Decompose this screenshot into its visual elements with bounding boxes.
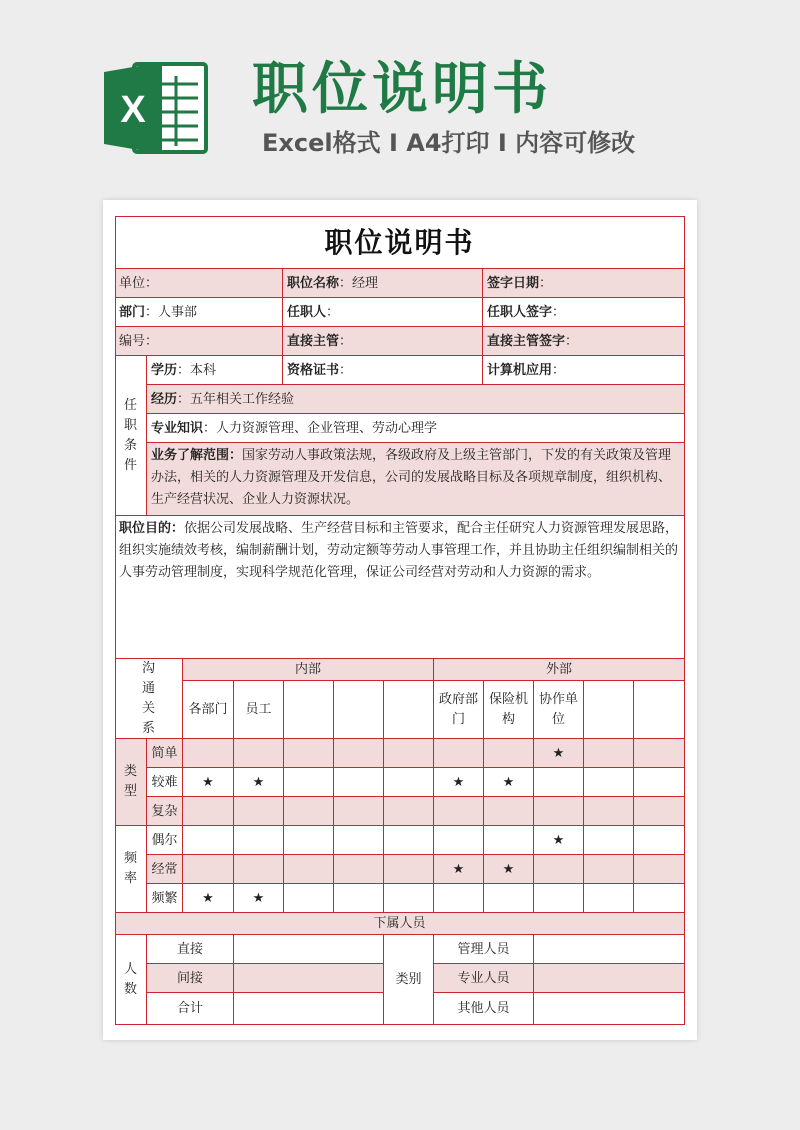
comm-grid-cell[interactable] [584, 855, 634, 884]
comm-grid-cell[interactable] [534, 855, 584, 884]
sheet-left-border [115, 216, 116, 1025]
computer-skill-cell[interactable]: 计算机应用 ： [483, 356, 685, 385]
category-label: 类别 [384, 935, 434, 1025]
staff-category-count-cell[interactable] [534, 993, 685, 1025]
star-mark-icon: ★ [502, 774, 515, 790]
comm-grid-cell[interactable] [284, 768, 334, 797]
internal-header: 内部 [183, 659, 434, 681]
comm-grid-cell[interactable] [234, 884, 284, 913]
headcount-section-label: 人 数 [115, 935, 147, 1025]
comm-grid-cell[interactable] [634, 826, 685, 855]
comm-grid-cell[interactable] [484, 739, 534, 768]
star-mark-icon: ★ [202, 774, 214, 790]
comm-column-header[interactable]: 协作单位 [534, 681, 584, 739]
staff-row-label: 直接 [147, 935, 234, 964]
staff-category-count-cell[interactable] [534, 935, 685, 964]
comm-grid-cell[interactable] [434, 884, 484, 913]
comm-grid-cell[interactable] [484, 797, 534, 826]
comm-grid-cell[interactable] [284, 826, 334, 855]
comm-column-header[interactable]: 员工 [234, 681, 284, 739]
comm-grid-cell[interactable] [183, 826, 234, 855]
comm-column-header[interactable] [634, 681, 685, 739]
subordinates-header: 下属人员 [115, 913, 685, 935]
staff-category-label: 管理人员 [434, 935, 534, 964]
comm-row-label: 经常 [147, 855, 183, 884]
business-scope-cell[interactable]: 业务了解范围：国家劳动人事政策法规，各级政府及上级主管部门，下发的有关政策及管理办法，相关的人力资源管理及开发信息，公司的发展战略目标及各项规章制度，组织机构、生产经营状况、企业人力资源状况。 [147, 443, 685, 516]
communication-section-label: 沟 通 关 系 [115, 659, 183, 739]
svg-text:X: X [120, 89, 146, 131]
comm-column-header[interactable]: 保险机构 [484, 681, 534, 739]
comm-grid-cell[interactable] [234, 768, 284, 797]
knowledge-cell[interactable]: 专业知识 ：人力资源管理、企业管理、劳动心理学 [147, 414, 685, 443]
unit-cell[interactable]: 单位： [115, 269, 283, 298]
comm-grid-cell[interactable] [334, 855, 384, 884]
job-purpose-cell[interactable]: 职位目的：依据公司发展战略、生产经营目标和主管要求，配合主任研究人力资源管理发展思路，组织实施绩效考核，编制薪酬计划，劳动定额等劳动人事管理工作，并且协助主任组织编制相关的人事劳动管理制度，实现科学规范化管理，保证公司经营对劳动和人力资源的需求。 [115, 516, 685, 659]
banner-subtitle: Excel格式 I A4打印 I 内容可修改 [262, 129, 636, 157]
staff-category-count-cell[interactable] [534, 964, 685, 993]
comm-grid-cell[interactable] [584, 768, 634, 797]
comm-row-label: 简单 [147, 739, 183, 768]
holder-sign-cell[interactable]: 任职人签字 ： [483, 298, 685, 327]
external-header: 外部 [434, 659, 685, 681]
comm-grid-cell[interactable] [534, 739, 584, 768]
comm-grid-cell[interactable] [234, 826, 284, 855]
comm-grid-cell[interactable] [284, 739, 334, 768]
document-title: 职位说明书 [115, 216, 685, 269]
comm-grid-cell[interactable] [384, 797, 434, 826]
frequency-section-label: 频 率 [115, 826, 147, 913]
comm-column-header[interactable]: 政府部门 [434, 681, 484, 739]
excel-logo-icon [100, 58, 212, 158]
comm-row-label: 偶尔 [147, 826, 183, 855]
supervisor-cell[interactable]: 直接主管 ： [283, 327, 483, 356]
star-mark-icon: ★ [552, 745, 565, 761]
star-mark-icon: ★ [502, 861, 515, 877]
comm-grid-cell[interactable] [284, 855, 334, 884]
comm-grid-cell[interactable] [334, 768, 384, 797]
comm-grid-cell[interactable] [384, 739, 434, 768]
comm-grid-cell[interactable] [534, 884, 584, 913]
comm-grid-cell[interactable] [584, 826, 634, 855]
comm-column-header[interactable] [384, 681, 434, 739]
staff-row-label: 间接 [147, 964, 234, 993]
comm-row-label: 频繁 [147, 884, 183, 913]
staff-row-label: 合计 [147, 993, 234, 1025]
comm-grid-cell[interactable] [234, 855, 284, 884]
star-mark-icon: ★ [552, 832, 565, 848]
staff-category-label: 其他人员 [434, 993, 534, 1025]
comm-grid-cell[interactable] [384, 768, 434, 797]
comm-grid-cell[interactable] [183, 884, 234, 913]
star-mark-icon: ★ [202, 890, 214, 906]
staff-count-cell[interactable] [234, 964, 384, 993]
comm-grid-cell[interactable] [484, 768, 534, 797]
holder-cell[interactable]: 任职人 ： [283, 298, 483, 327]
comm-grid-cell[interactable] [434, 826, 484, 855]
star-mark-icon: ★ [252, 774, 265, 790]
comm-grid-cell[interactable] [334, 826, 384, 855]
code-cell[interactable]: 编号： [115, 327, 283, 356]
position-cell[interactable]: 职位名称 ：经理 [283, 269, 483, 298]
comm-grid-cell[interactable] [634, 739, 685, 768]
comm-grid-cell[interactable] [534, 826, 584, 855]
supervisor-sign-cell[interactable]: 直接主管签字 ： [483, 327, 685, 356]
comm-grid-cell[interactable] [584, 797, 634, 826]
banner-title: 职位说明书 [252, 57, 552, 122]
comm-grid-cell[interactable] [634, 884, 685, 913]
comm-grid-cell[interactable] [484, 884, 534, 913]
comm-grid-cell[interactable] [334, 884, 384, 913]
comm-grid-cell[interactable] [534, 768, 584, 797]
qualification-section-label: 任 职 条 件 [115, 356, 147, 516]
star-mark-icon: ★ [252, 890, 265, 906]
comm-grid-cell[interactable] [384, 826, 434, 855]
comm-grid-cell[interactable] [234, 739, 284, 768]
comm-grid-cell[interactable] [484, 826, 534, 855]
comm-grid-cell[interactable] [584, 884, 634, 913]
sheet-top-border [115, 216, 685, 217]
comm-grid-cell[interactable] [584, 739, 634, 768]
staff-count-cell[interactable] [234, 993, 384, 1025]
comm-grid-cell[interactable] [234, 797, 284, 826]
comm-grid-cell[interactable] [434, 739, 484, 768]
star-mark-icon: ★ [452, 774, 465, 790]
comm-grid-cell[interactable] [634, 768, 685, 797]
comm-grid-cell[interactable] [384, 855, 434, 884]
comm-grid-cell[interactable] [434, 768, 484, 797]
comm-grid-cell[interactable] [334, 739, 384, 768]
comm-grid-cell[interactable] [634, 855, 685, 884]
type-section-label: 类 型 [115, 739, 147, 826]
staff-category-label: 专业人员 [434, 964, 534, 993]
comm-grid-cell[interactable] [183, 855, 234, 884]
dept-cell[interactable]: 部门 ：人事部 [115, 298, 283, 327]
comm-grid-cell[interactable] [434, 855, 484, 884]
comm-grid-cell[interactable] [183, 797, 234, 826]
star-mark-icon: ★ [452, 861, 465, 877]
comm-grid-cell[interactable] [634, 797, 685, 826]
comm-grid-cell[interactable] [284, 884, 334, 913]
comm-column-header[interactable] [334, 681, 384, 739]
comm-grid-cell[interactable] [434, 797, 484, 826]
comm-grid-cell[interactable] [534, 797, 584, 826]
comm-grid-cell[interactable] [384, 884, 434, 913]
experience-cell[interactable]: 经历 ：五年相关工作经验 [147, 385, 685, 414]
sign-date-cell[interactable]: 签字日期 ： [483, 269, 685, 298]
comm-column-header[interactable]: 各部门 [183, 681, 234, 739]
comm-grid-cell[interactable] [183, 768, 234, 797]
comm-grid-cell[interactable] [284, 797, 334, 826]
comm-column-header[interactable] [584, 681, 634, 739]
comm-row-label: 较难 [147, 768, 183, 797]
comm-grid-cell[interactable] [183, 739, 234, 768]
staff-count-cell[interactable] [234, 935, 384, 964]
job-description-sheet [115, 216, 685, 1025]
comm-grid-cell[interactable] [334, 797, 384, 826]
comm-grid-cell[interactable] [484, 855, 534, 884]
comm-column-header[interactable] [284, 681, 334, 739]
education-cell[interactable]: 学历 ：本科 [147, 356, 283, 385]
certificate-cell[interactable]: 资格证书 ： [283, 356, 483, 385]
comm-row-label: 复杂 [147, 797, 183, 826]
